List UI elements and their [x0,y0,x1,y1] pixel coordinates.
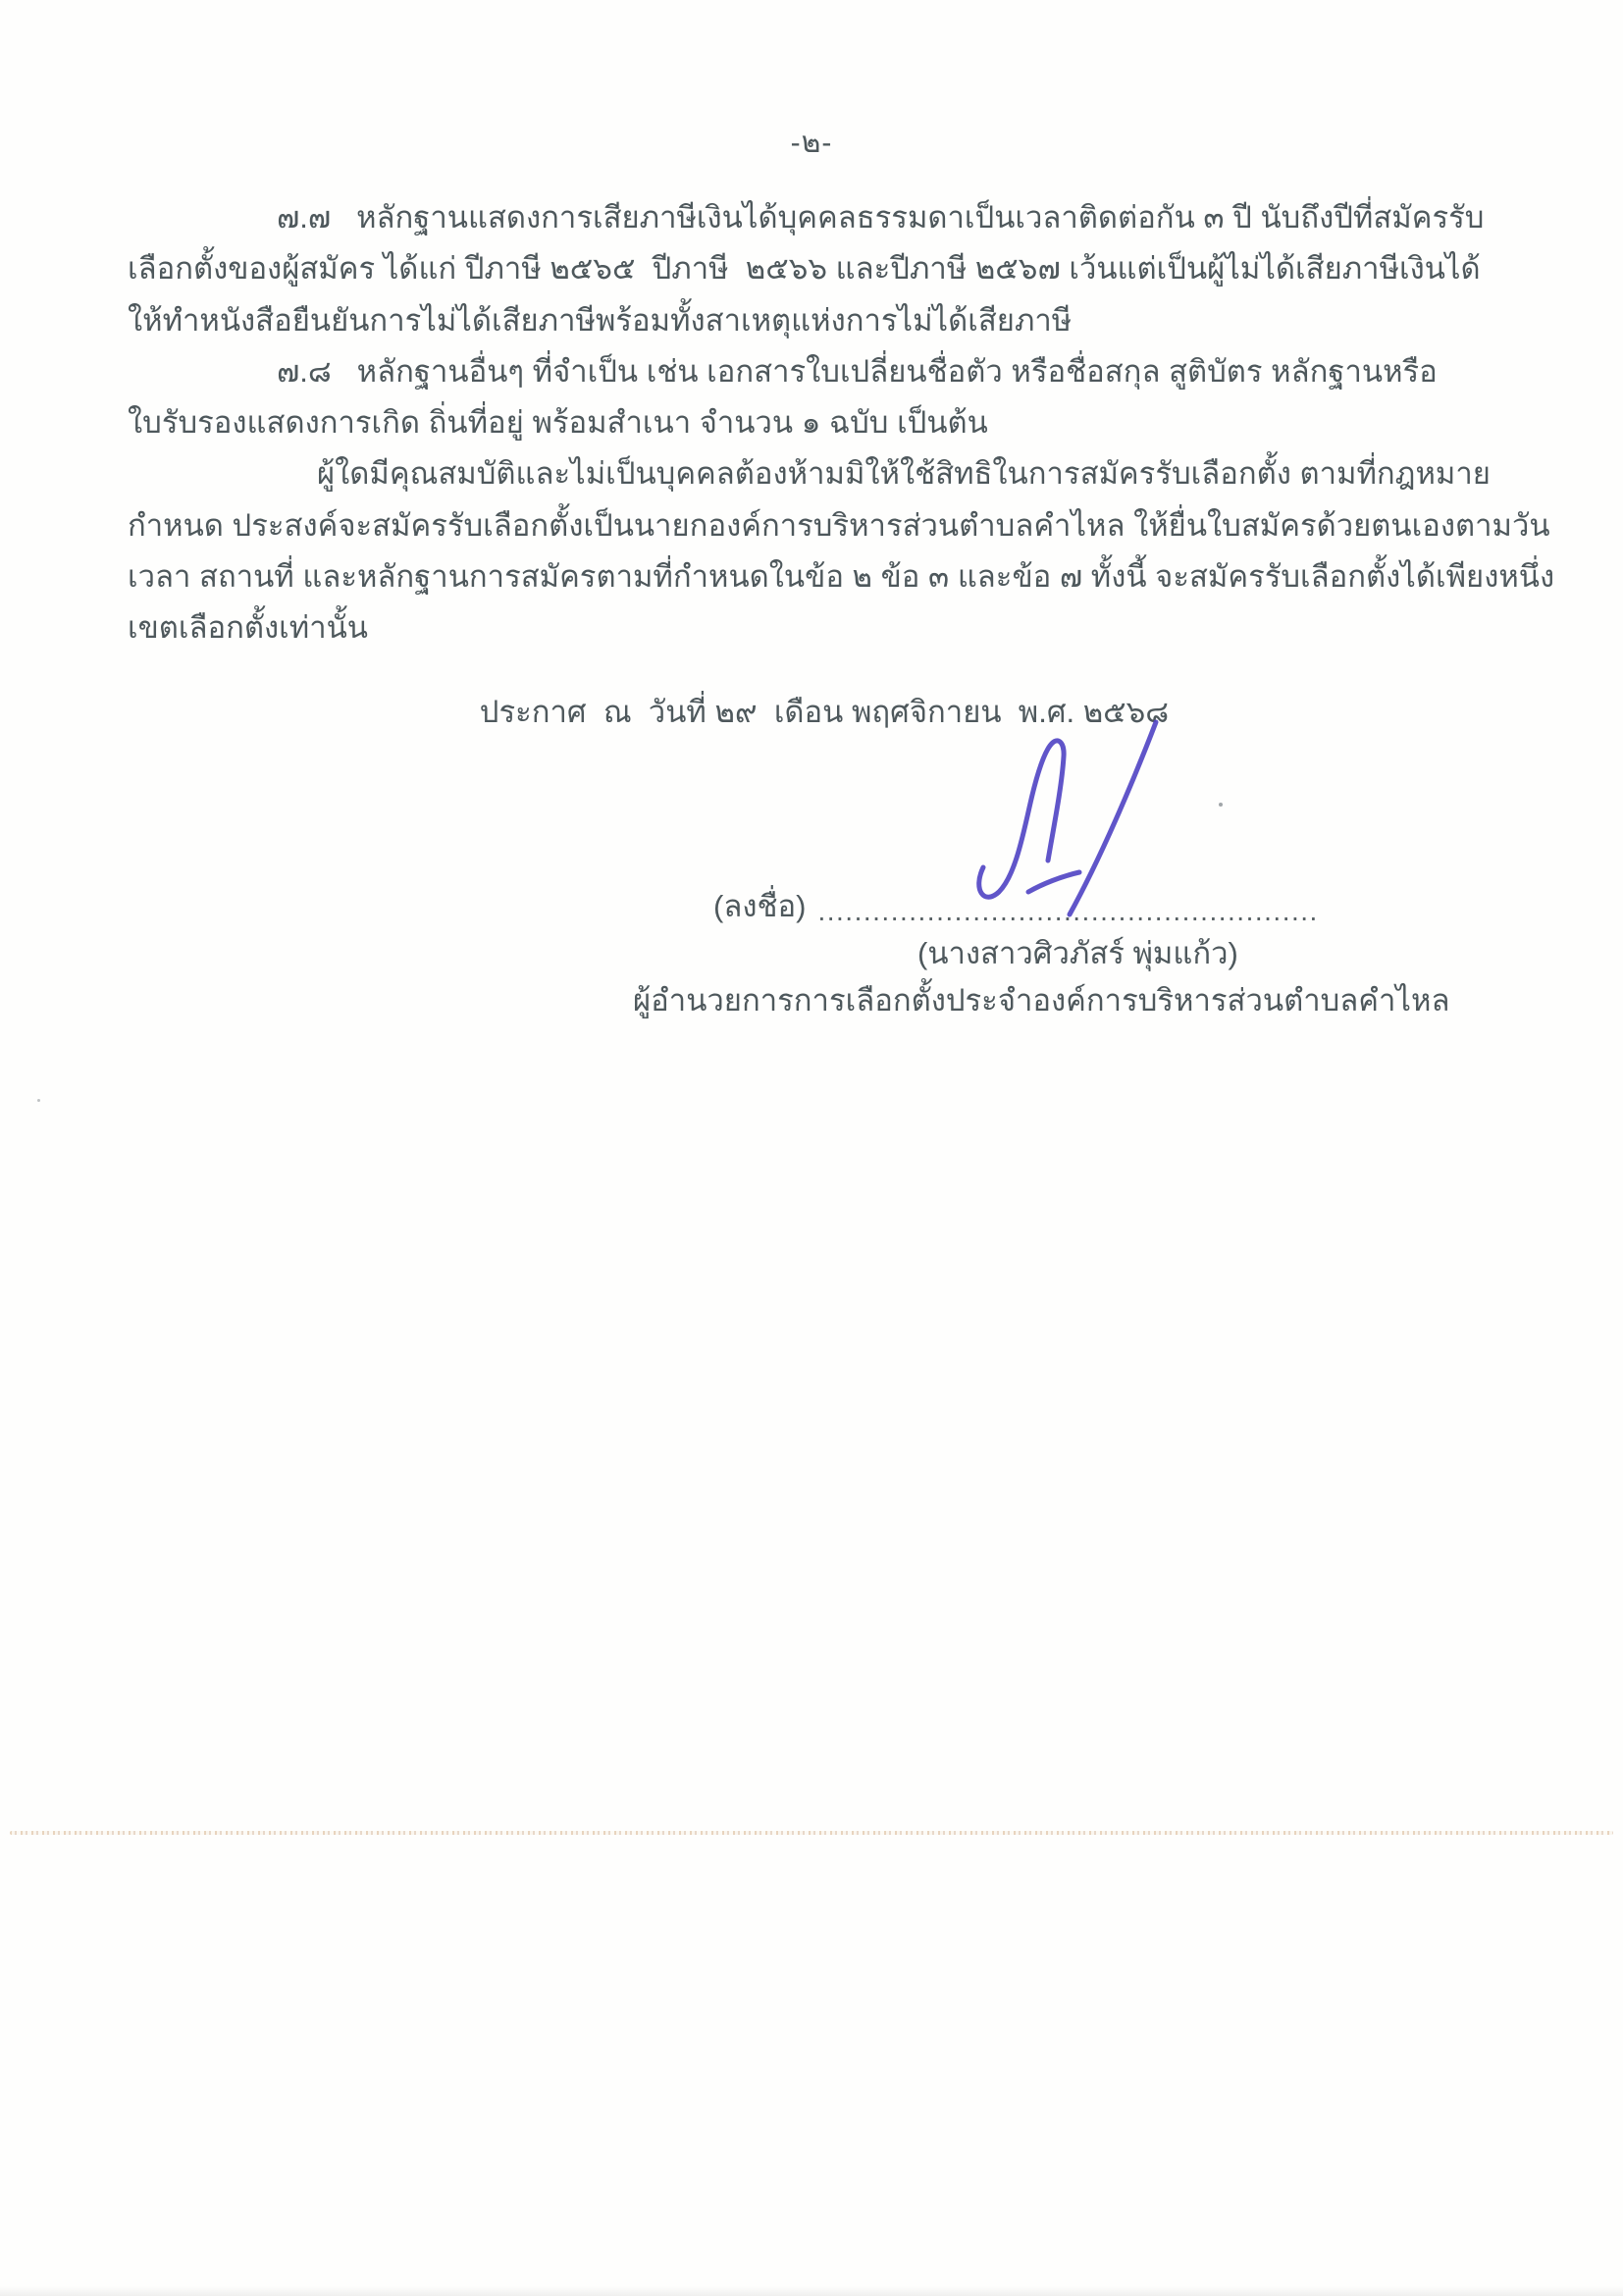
scan-artifact-line [10,1831,1613,1835]
handwritten-signature [932,712,1178,923]
para-7-7-line-1: ๗.๗ หลักฐานแสดงการเสียภาษีเงินได้บุคคลธรรมดาเป็นเวลาติดต่อกัน ๓ ปี นับถึงปีที่สมัครรับ [277,200,1485,235]
page-number: -๒- [790,127,833,159]
para-7-7-line-2: เลือกตั้งของผู้สมัคร ได้แก่ ปีภาษี ๒๕๖๕ ปีภาษี ๒๕๖๖ และปีภาษี ๒๕๖๗ เว้นแต่เป็นผู้ไม่ได้เสียภาษีเงินได้ [128,251,1481,287]
para-7-7-line-3: ให้ทำหนังสือยืนยันการไม่ได้เสียภาษีพร้อมทั้งสาเหตุแห่งการไม่ได้เสียภาษี [128,302,1073,338]
document-body [128,192,1555,654]
para-closing-line-1: ผู้ใดมีคุณสมบัติและไม่เป็นบุคคลต้องห้ามมิให้ใช้สิทธิในการสมัครรับเลือกตั้ง ตามที่กฎหมาย [317,456,1491,492]
scan-speck [37,1099,40,1102]
para-closing-line-4: เขตเลือกตั้งเท่านั้น [128,610,368,646]
page-bottom-edge [0,2286,1623,2296]
sign-label: (ลงชื่อ) [713,889,807,923]
signer-title: ผู้อำนวยการการเลือกตั้งประจำองค์การบริหารส่วนตำบลคำไหล [633,983,1450,1018]
announcement-date-line: ประกาศ ณ วันที่ ๒๙ เดือน พฤศจิกายน พ.ศ. ๒๕๖๘ [479,695,1170,729]
scan-speck [1219,803,1223,807]
sign-row [713,881,1319,930]
para-closing-line-2: กำหนด ประสงค์จะสมัครรับเลือกตั้งเป็นนายกองค์การบริหารส่วนตำบลคำไหล ให้ยื่นใบสมัครด้วยตนเองตามวัน [128,507,1550,543]
signer-name: (นางสาวศิวภัสร์ พุ่มแก้ว) [917,936,1238,970]
para-closing-line-3: เวลา สถานที่ และหลักฐานการสมัครตามที่กำหนดในข้อ ๒ ข้อ ๓ และข้อ ๗ ทั้งนี้ จะสมัครรับเลือกตั้งได้เพียงหนึ่ง [128,559,1555,595]
para-7-8-line-2: ใบรับรองแสดงการเกิด ถิ่นที่อยู่ พร้อมสำเนา จำนวน ๑ ฉบับ เป็นต้น [128,405,988,441]
signature-dotted-line: ....................................................... [817,896,1319,926]
para-7-8-line-1: ๗.๘ หลักฐานอื่นๆ ที่จำเป็น เช่น เอกสารใบเปลี่ยนชื่อตัว หรือชื่อสกุล สูติบัตร หลักฐานหรือ [277,353,1438,389]
